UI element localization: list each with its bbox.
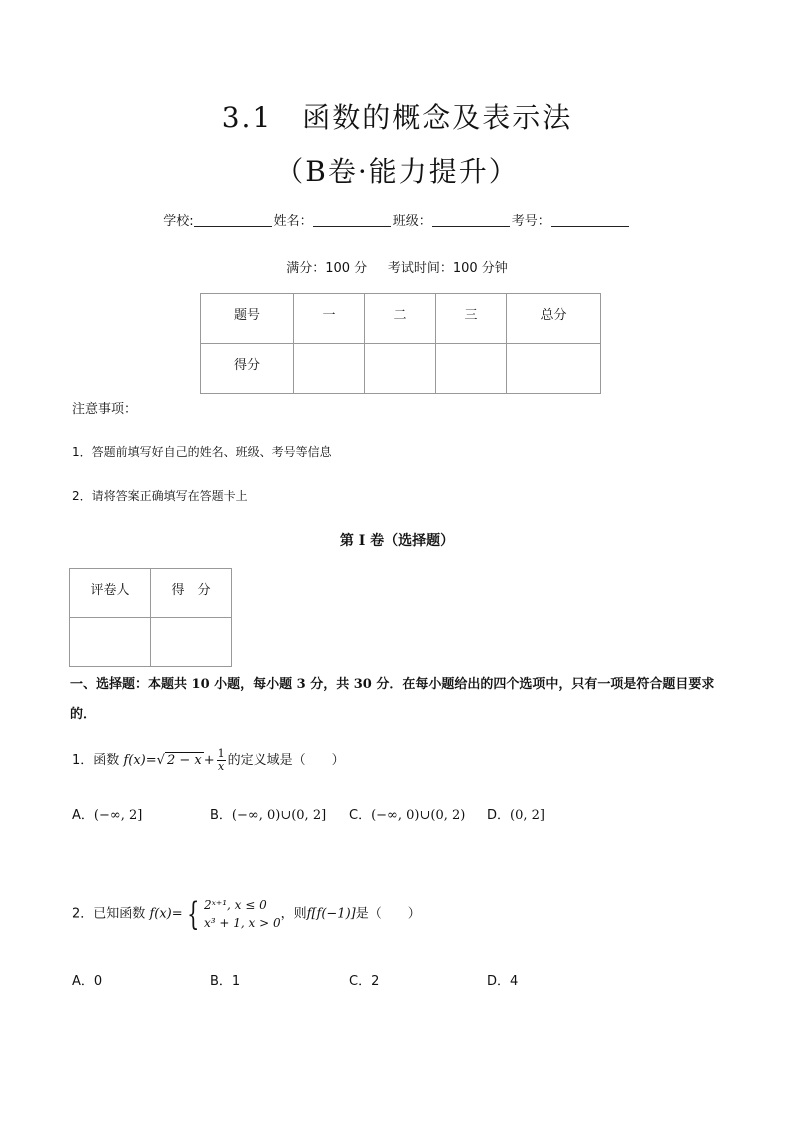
equals-sign: = [171,906,183,922]
option-text: 4 [510,974,519,989]
option-label: D． [487,808,511,823]
option-text: (−∞, 0)∪(0, 2) [371,808,466,823]
note-item: 1．答题前填写好自己的姓名、班级、考号等信息 [72,445,332,459]
question-expression: f[f(−1)] [306,906,356,922]
piecewise-case-1: 2ˣ⁺¹, x ≤ 0 [204,898,267,912]
question-prefix: 函数 [93,753,120,768]
grader-header-cell: 评卷人 [70,569,151,618]
part-intro: 一、选择题：本题共 10 小题，每小题 3 分，共 30 分．在每小题给出的四个选项中，只有一项是符合题目要求的． [70,677,715,722]
score-row-label: 得分 [201,344,294,394]
school-label: 学校: [163,214,194,229]
grader-cell[interactable] [151,618,232,667]
fraction [217,748,226,773]
score-table-score-row [201,344,601,394]
option-text: (0, 2] [510,808,545,823]
score-cell[interactable] [436,344,507,394]
option-text: 1 [231,974,241,989]
piecewise-cases [204,896,281,932]
exam-no-label: 考号： [511,214,551,229]
score-header-cell: 一 [294,294,365,344]
function-name: f(x) [149,906,172,922]
plus-sign: + [203,753,215,768]
page-title: 3.1 函数的概念及表示法 [221,101,573,134]
question-number: 1． [72,753,94,768]
option-d[interactable] [487,804,545,823]
score-table [200,293,601,394]
option-d[interactable] [487,970,518,989]
score-table-header-row [201,294,601,344]
score-time-line: 满分：100 分 考试时间：100 分钟 [286,261,508,276]
class-label: 班级： [392,214,432,229]
question-suffix: 是（ ） [355,906,421,922]
page-subtitle: （B卷·能力提升） [275,155,519,188]
fraction-numerator: 1 [217,747,225,760]
grader-header-cell: 得 分 [151,569,232,618]
grader-cell[interactable] [70,618,151,667]
option-label: B． [210,974,232,989]
question-number: 2． [72,906,94,922]
score-cell[interactable] [365,344,436,394]
note-item: 2．请将答案正确填写在答题卡上 [72,489,248,503]
option-a[interactable] [72,970,102,989]
option-a[interactable] [72,804,142,823]
score-header-cell: 题号 [201,294,294,344]
grader-table-blank-row [70,618,232,667]
option-label: D． [487,974,511,989]
option-c[interactable] [349,970,379,989]
option-b[interactable] [210,804,326,823]
section-title: 第 I 卷（选择题） [339,533,455,549]
class-blank[interactable] [432,213,510,227]
option-label: A． [72,808,94,823]
name-label: 姓名： [273,214,313,229]
option-c[interactable] [349,804,465,823]
score-cell[interactable] [294,344,365,394]
option-text: (−∞, 0)∪(0, 2] [231,808,327,823]
fraction-denominator: x [218,760,225,773]
exam-no-blank[interactable] [551,213,629,227]
option-label: C． [349,808,372,823]
function-name: f(x) [123,753,146,768]
option-b[interactable] [210,970,240,989]
option-text: (−∞, 2] [93,808,143,823]
name-blank[interactable] [313,213,391,227]
grader-table [69,568,232,667]
score-header-cell: 总分 [507,294,601,344]
student-info-line [0,210,794,229]
question-prefix: 已知函数 [93,906,146,922]
option-label: B． [210,808,232,823]
school-blank[interactable] [194,213,272,227]
score-cell[interactable] [507,344,601,394]
option-text: 2 [371,974,380,989]
option-label: C． [349,974,372,989]
left-brace: { [186,895,199,933]
option-label: A． [72,974,94,989]
equals-sign: = [145,753,157,768]
piecewise-case-2: x³ + 1, x > 0 [204,916,281,930]
score-header-cell: 三 [436,294,507,344]
notes-heading: 注意事项： [72,402,138,417]
question-mid: ，则 [280,906,307,922]
grader-table-header-row [70,569,232,618]
question-2 [72,896,421,932]
option-text: 0 [93,974,103,989]
score-header-cell: 二 [365,294,436,344]
question-1: 1．函数 f(x)=√ 2 − x + $\frac{1}{x}$ 的定义域是（ ） [72,747,345,773]
sqrt-radicand: 2 − x [166,753,202,768]
question-suffix: 的定义域是（ ） [227,753,345,768]
